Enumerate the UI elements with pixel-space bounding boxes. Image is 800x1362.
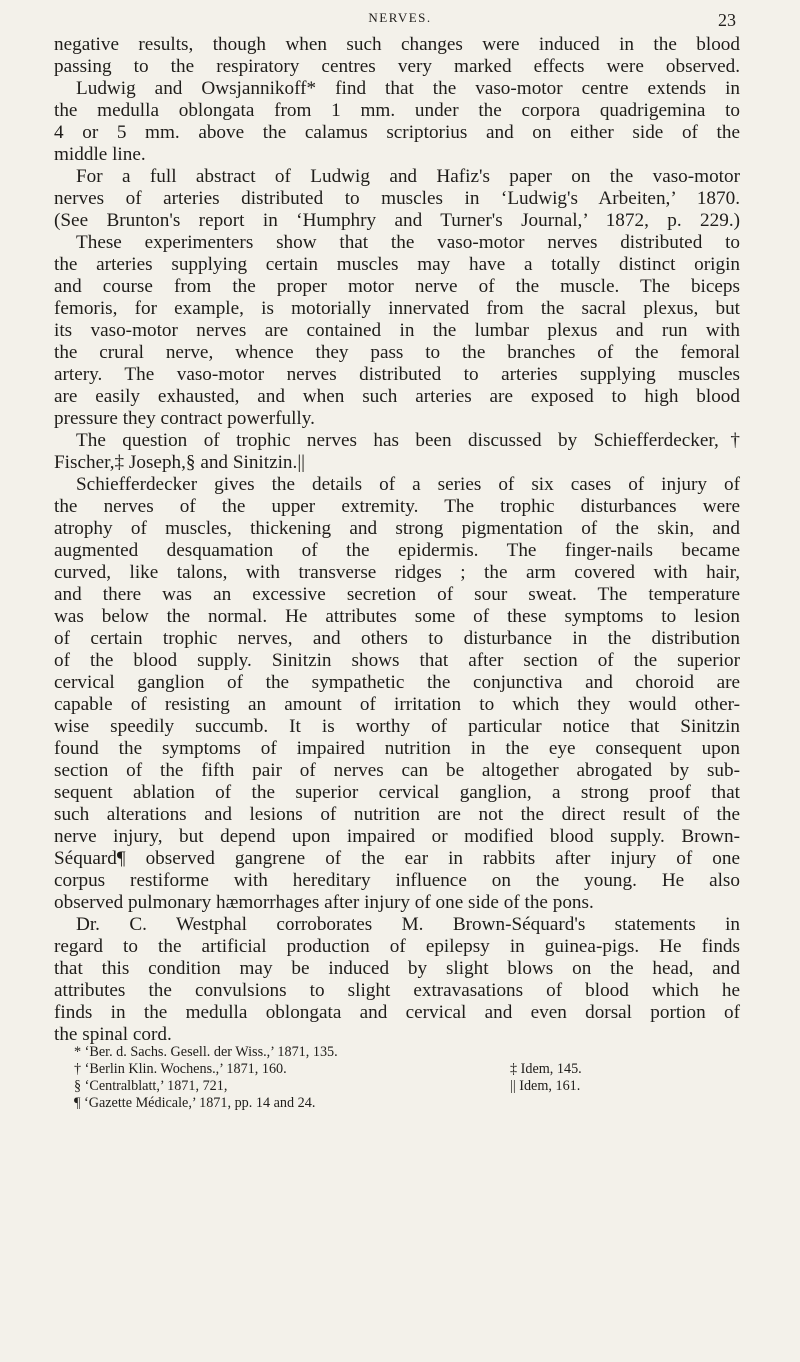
- text-line: atrophy of muscles, thickening and strong pigmentation of the skin, and: [54, 518, 740, 539]
- text-line: The question of trophic nerves has been discussed by Schiefferdecker,†: [76, 430, 740, 451]
- text-line: of the blood supply. Sinitzin shows that after section of the superior: [54, 650, 740, 671]
- text-line: Ludwig and Owsjannikoff* find that the vaso-motor centre extends in: [76, 78, 740, 99]
- text-line: found the symptoms of impaired nutrition in the eye consequent upon: [54, 738, 740, 759]
- text-line: artery. The vaso-motor nerves distributed to arteries supplying muscles: [54, 364, 740, 385]
- text-line: the arteries supplying certain muscles may have a totally distinct origin: [54, 254, 740, 275]
- text-line: For a full abstract of Ludwig and Hafiz's paper on the vaso-motor: [76, 166, 740, 187]
- text-line: nerve injury, but depend upon impaired or modified blood supply. Brown-: [54, 826, 740, 847]
- footnote: ¶ ‘Gazette Médicale,’ 1871, pp. 14 and 24.: [74, 1095, 316, 1111]
- text-line: the crural nerve, whence they pass to the branches of the femoral: [54, 342, 740, 363]
- text-line: nerves of arteries distributed to muscles in ‘Ludwig's Arbeiten,’ 1870.: [54, 188, 740, 209]
- text-line: Fischer,‡ Joseph,§ and Sinitzin.||: [54, 452, 306, 473]
- text-line: its vaso-motor nerves are contained in the lumbar plexus and run with: [54, 320, 740, 341]
- text-line: was below the normal. He attributes some of these symptoms to lesion: [54, 606, 740, 627]
- footnote: || Idem, 161.: [510, 1078, 581, 1094]
- text-line: curved, like talons, with transverse ridges ; the arm covered with hair,: [54, 562, 740, 583]
- text-line: augmented desquamation of the epidermis. The finger-nails became: [54, 540, 740, 561]
- text-line: the medulla oblongata from 1 mm. under the corpora quadrigemina to: [54, 100, 740, 121]
- text-line: negative results, though when such changes were induced in the blood: [54, 34, 740, 55]
- text-line: the spinal cord.: [54, 1024, 172, 1045]
- text-line: Séquard¶ observed gangrene of the ear in rabbits after injury of one: [54, 848, 740, 869]
- running-title: NERVES.: [368, 10, 432, 25]
- text-line: capable of resisting an amount of irritation to which they would other-: [54, 694, 740, 715]
- text-line: of certain trophic nerves, and others to disturbance in the distribution: [54, 628, 740, 649]
- text-line: sequent ablation of the superior cervical ganglion, a strong proof that: [54, 782, 740, 803]
- text-line: finds in the medulla oblongata and cervical and even dorsal portion of: [54, 1002, 740, 1023]
- text-line: These experimenters show that the vaso-motor nerves distributed to: [76, 232, 740, 253]
- text-line: regard to the artificial production of epilepsy in guinea-pigs. He finds: [54, 936, 740, 957]
- text-line: are easily exhausted, and when such arteries are exposed to high blood: [54, 386, 740, 407]
- text-line: pressure they contract powerfully.: [54, 408, 315, 429]
- text-line: femoris, for example, is motorially innervated from the sacral plexus, but: [54, 298, 740, 319]
- text-line: and there was an excessive secretion of sour sweat. The temperature: [54, 584, 740, 605]
- text-line: observed pulmonary hæmorrhages after injury of one side of the pons.: [54, 892, 594, 913]
- text-line: that this condition may be induced by slight blows on the head, and: [54, 958, 740, 979]
- text-line: Dr. C. Westphal corroborates M. Brown-Séquard's statements in: [76, 914, 740, 935]
- footnote: ‡ Idem, 145.: [510, 1061, 582, 1077]
- footnote: § ‘Centralblatt,’ 1871, 721,: [74, 1078, 228, 1094]
- text-line: cervical ganglion of the sympathetic the conjunctiva and choroid are: [54, 672, 740, 693]
- page-number: 23: [718, 10, 736, 30]
- text-line: (See Brunton's report in ‘Humphry and Turner's Journal,’ 1872, p. 229.): [54, 210, 740, 231]
- text-line: Schiefferdecker gives the details of a series of six cases of injury of: [76, 474, 740, 495]
- page-header: [0, 10, 800, 34]
- text-line: and course from the proper motor nerve of the muscle. The biceps: [54, 276, 740, 297]
- text-line: 4 or 5 mm. above the calamus scriptorius and on either side of the: [54, 122, 740, 143]
- text-line: middle line.: [54, 144, 146, 165]
- text-line: section of the fifth pair of nerves can be altogether abrogated by sub-: [54, 760, 740, 781]
- text-line: wise speedily succumb. It is worthy of particular notice that Sinitzin: [54, 716, 740, 737]
- text-line: such alterations and lesions of nutrition are not the direct result of the: [54, 804, 740, 825]
- text-line: passing to the respiratory centres very marked effects were observed.: [54, 56, 740, 77]
- footnote: * ‘Ber. d. Sachs. Gesell. der Wiss.,’ 1871, 135.: [74, 1044, 338, 1060]
- text-line: corpus restiforme with hereditary influence on the young. He also: [54, 870, 740, 891]
- footnote: † ‘Berlin Klin. Wochens.,’ 1871, 160.: [74, 1061, 287, 1077]
- text-line: the nerves of the upper extremity. The trophic disturbances were: [54, 496, 740, 517]
- text-line: attributes the convulsions to slight extravasations of blood which he: [54, 980, 740, 1001]
